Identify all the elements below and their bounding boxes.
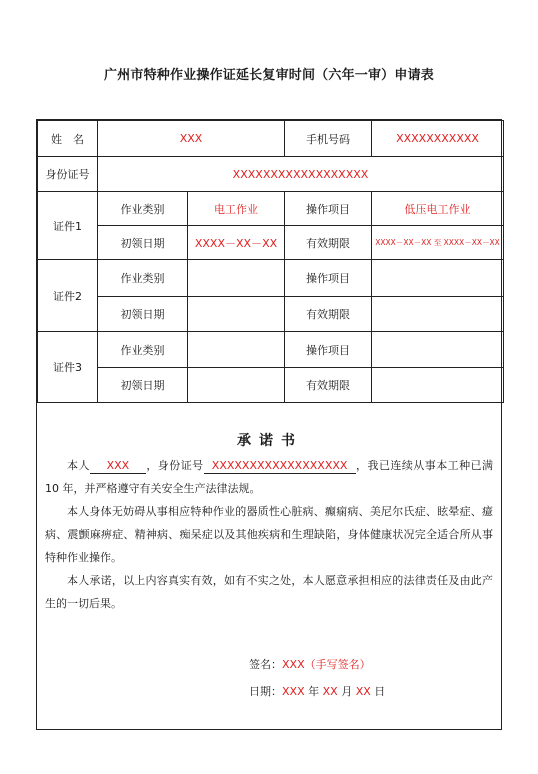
cert2-first-date-field[interactable] — [188, 297, 285, 332]
cert1-first-date-field[interactable]: XXXX－XX－XX — [188, 226, 285, 260]
pledge-paragraph-3: 本人承诺，以上内容真实有效，如有不实之处，本人愿意承担相应的法律责任及由此产生的一切后果。 — [45, 574, 493, 610]
cert2-row-a — [38, 260, 504, 297]
cert2-category-field[interactable] — [188, 260, 285, 297]
cert1-first-date-label: 初领日期 — [98, 226, 188, 260]
application-form — [36, 119, 502, 730]
date-year-field[interactable]: XXX — [282, 685, 305, 698]
pledge-p1-mid: ，身份证号 — [145, 459, 204, 472]
cert2-validity-label: 有效期限 — [285, 297, 372, 332]
date-year-unit: 年 — [308, 685, 320, 698]
pledge-id-field[interactable]: XXXXXXXXXXXXXXXXXX — [204, 459, 356, 474]
pledge-p1-prefix: 本人 — [67, 459, 90, 472]
name-label: 姓 名 — [38, 121, 98, 157]
cert1-label: 证件1 — [38, 192, 98, 260]
cert1-item-field[interactable]: 低压电工作业 — [372, 192, 504, 226]
cert3-category-field[interactable] — [188, 332, 285, 368]
pledge-paragraph-1 — [45, 454, 493, 500]
cert3-validity-label: 有效期限 — [285, 368, 372, 403]
date-month-unit: 月 — [341, 685, 353, 698]
cert2-first-date-label: 初领日期 — [98, 297, 188, 332]
pledge-p1-suffix: ，我已连续从事本工种已满 10 年，并严格遵守有关安全生产法律法规。 — [45, 459, 494, 495]
date-label: 日期： — [249, 685, 282, 698]
pledge-name-field[interactable]: XXX — [90, 459, 146, 474]
signature-field[interactable]: XXX（手写签名） — [282, 658, 371, 671]
info-table — [37, 120, 504, 403]
cert1-validity-label: 有效期限 — [285, 226, 372, 260]
form-title: 广州市特种作业操作证延长复审时间（六年一审）申请表 — [103, 68, 434, 83]
pledge-paragraph-2: 本人身体无妨碍从事相应特种作业的器质性心脏病、癫痫病、美尼尔氏症、眩晕症、癔病、震颤麻痹症、精神病、痴呆症以及其他疾病和生理缺陷，身体健康状况完全适合所从事特种作业操作。 — [45, 505, 493, 564]
cert3-category-label: 作业类别 — [98, 332, 188, 368]
phone-field[interactable]: XXXXXXXXXXX — [372, 121, 504, 157]
cert1-row-a — [38, 192, 504, 226]
name-row — [38, 121, 504, 157]
cert3-row-a — [38, 332, 504, 368]
cert3-item-label: 操作项目 — [285, 332, 372, 368]
date-day-unit: 日 — [374, 685, 386, 698]
cert1-validity-field[interactable]: XXXX－XX－XX 至 XXXX－XX－XX — [372, 226, 504, 260]
cert2-item-label: 操作项目 — [285, 260, 372, 297]
cert1-row-b — [38, 226, 504, 260]
cert3-item-field[interactable] — [372, 332, 504, 368]
id-label: 身份证号 — [38, 157, 98, 192]
cert2-label: 证件2 — [38, 260, 98, 332]
cert1-category-label: 作业类别 — [98, 192, 188, 226]
phone-label: 手机号码 — [285, 121, 372, 157]
pledge-section — [37, 392, 503, 730]
cert1-category-field[interactable]: 电工作业 — [188, 192, 285, 226]
cert2-category-label: 作业类别 — [98, 260, 188, 297]
signature-label: 签名： — [249, 658, 282, 671]
date-day-field[interactable]: XX — [355, 685, 371, 698]
cert3-label: 证件3 — [38, 332, 98, 403]
pledge-body — [45, 454, 493, 615]
date-month-field[interactable]: XX — [322, 685, 338, 698]
id-field[interactable]: XXXXXXXXXXXXXXXXXX — [98, 157, 504, 192]
cert2-validity-field[interactable] — [372, 297, 504, 332]
id-row — [38, 157, 504, 192]
pledge-title: 承诺书 — [237, 433, 303, 449]
signature-line — [249, 656, 371, 672]
cert1-item-label: 操作项目 — [285, 192, 372, 226]
cert3-first-date-label: 初领日期 — [98, 368, 188, 403]
name-field[interactable]: XXX — [98, 121, 285, 157]
cert2-row-b — [38, 297, 504, 332]
date-line — [249, 683, 385, 699]
cert2-item-field[interactable] — [372, 260, 504, 297]
